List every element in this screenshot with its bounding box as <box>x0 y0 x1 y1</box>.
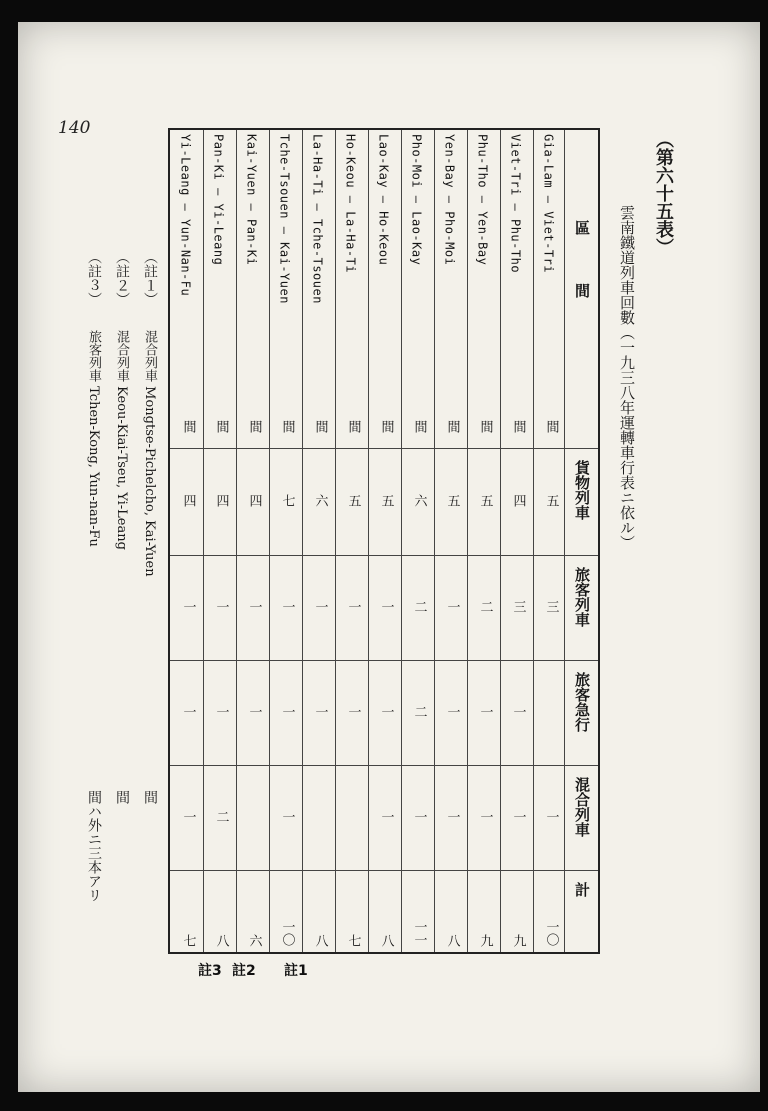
row-section-suffix: 間 <box>378 420 394 433</box>
row-mixed-value: 一 <box>477 809 493 823</box>
row-section-suffix: 間 <box>246 420 262 433</box>
row-total-value: 九 <box>477 934 493 947</box>
row-express-value: 一 <box>477 704 493 718</box>
row-section: Pan-Ki — Yi-Leang <box>211 134 226 266</box>
header-section: 區 間 <box>573 220 591 304</box>
row-divider <box>302 130 303 952</box>
row-section: Kai-Yuen — Pan-Ki <box>244 134 259 266</box>
note-1-tail: 間 <box>142 790 158 804</box>
row-section-suffix: 間 <box>543 420 559 433</box>
row-freight-value: 四 <box>246 493 262 507</box>
row-express-value: 一 <box>510 704 526 718</box>
row-mixed-value: 一 <box>180 809 196 823</box>
row-passenger-value: 一 <box>345 599 361 613</box>
note-3-tail: 間ハ外ニ三本アリ <box>86 790 102 902</box>
row-divider <box>269 130 270 952</box>
row-section-suffix: 間 <box>345 420 361 433</box>
row-freight-value: 六 <box>411 493 427 507</box>
note-3-label: （註３） <box>86 250 102 306</box>
row-divider <box>401 130 402 952</box>
row-section-suffix: 間 <box>477 420 493 433</box>
row-freight-value: 四 <box>213 493 229 507</box>
row-express-value: 一 <box>444 704 460 718</box>
row-total-value: 七 <box>345 934 361 947</box>
row-divider <box>335 130 336 952</box>
row-divider <box>467 130 468 952</box>
row-divider <box>533 130 534 952</box>
page-number: 140 <box>58 118 91 138</box>
row-express-value: 二 <box>411 704 427 718</box>
row-passenger-value: 一 <box>279 599 295 613</box>
row-freight-value: 五 <box>378 493 394 507</box>
row-freight-value: 五 <box>543 493 559 507</box>
header-freight: 貨物列車 <box>573 460 591 520</box>
row-section-suffix: 間 <box>510 420 526 433</box>
row-mixed-value: 一 <box>510 809 526 823</box>
row-mixed-value: 一 <box>378 809 394 823</box>
row-section-suffix: 間 <box>279 420 295 433</box>
row-section: Gia-Lam — Viet-Tri <box>541 134 556 274</box>
row-section-suffix: 間 <box>411 420 427 433</box>
row-passenger-value: 一 <box>378 599 394 613</box>
row-divider <box>368 130 369 952</box>
row-mixed-value: 一 <box>444 809 460 823</box>
row-mixed-value: 一 <box>411 809 427 823</box>
row-total-value: 八 <box>378 934 394 947</box>
row-total-value: 八 <box>213 934 229 947</box>
row-passenger-value: 三 <box>510 599 526 613</box>
row-passenger-value: 三 <box>543 599 559 613</box>
row-express-value: 一 <box>180 704 196 718</box>
note-2-text: 混合列車 Keou-Kiai-Tseu, Yi-Leang <box>114 330 129 550</box>
row-section: Yen-Bay — Pho-Moi <box>442 134 457 266</box>
row-freight-value: 五 <box>345 493 361 507</box>
row-mixed-value: 二 <box>213 809 229 823</box>
table-title: （第六十五表） <box>653 130 674 256</box>
row-freight-value: 四 <box>510 493 526 507</box>
row-section: Pho-Moi — Lao-Kay <box>409 134 424 266</box>
row-total-value: 一〇 <box>543 920 559 946</box>
row-freight-value: 五 <box>444 493 460 507</box>
header-express: 旅客急行 <box>573 672 591 732</box>
row-express-value: 一 <box>213 704 229 718</box>
row-section: Viet-Tri — Phu-Tho <box>508 134 523 274</box>
row-total-value: 一一 <box>411 920 427 946</box>
row-total-value: 九 <box>510 934 526 947</box>
footer-ref-3: 註3 <box>198 963 222 979</box>
row-passenger-value: 二 <box>477 599 493 613</box>
row-section: Tche-Tsouen — Kai-Yuen <box>277 134 292 304</box>
row-section-suffix: 間 <box>213 420 229 433</box>
row-freight-value: 五 <box>477 493 493 507</box>
row-express-value: 一 <box>246 704 262 718</box>
header-mixed: 混合列車 <box>573 777 591 837</box>
row-passenger-value: 二 <box>411 599 427 613</box>
row-express-value: 一 <box>345 704 361 718</box>
row-section: Ho-Keou — La-Ha-Ti <box>343 134 358 274</box>
row-freight-value: 六 <box>312 493 328 507</box>
row-total-value: 六 <box>246 934 262 947</box>
note-2-tail: 間 <box>114 790 130 804</box>
row-total-value: 一〇 <box>279 920 295 946</box>
row-section: Phu-Tho — Yen-Bay <box>475 134 490 266</box>
footer-ref-1: 註1 <box>284 963 308 979</box>
row-passenger-value: 一 <box>444 599 460 613</box>
header-total: 計 <box>573 882 591 897</box>
row-mixed-value: 一 <box>543 809 559 823</box>
row-express-value: 一 <box>378 704 394 718</box>
row-total-value: 八 <box>312 934 328 947</box>
row-express-value: 一 <box>312 704 328 718</box>
row-section-suffix: 間 <box>312 420 328 433</box>
header-passenger: 旅客列車 <box>573 567 591 627</box>
row-passenger-value: 一 <box>312 599 328 613</box>
footer-ref-2: 註2 <box>232 963 256 979</box>
data-table <box>168 128 600 954</box>
row-mixed-value: 一 <box>279 809 295 823</box>
header-column-divider <box>564 130 565 952</box>
row-section: Lao-Kay — Ho-Keou <box>376 134 391 266</box>
row-section: Yi-Leang — Yun-Nan-Fu <box>178 134 193 297</box>
row-divider <box>500 130 501 952</box>
row-divider <box>236 130 237 952</box>
note-3-text: 旅客列車 Tchen-Kong, Yun-nan-Fu <box>86 330 101 547</box>
row-passenger-value: 一 <box>213 599 229 613</box>
row-freight-value: 四 <box>180 493 196 507</box>
row-passenger-value: 一 <box>246 599 262 613</box>
note-2-label: （註２） <box>114 250 130 306</box>
row-express-value: 一 <box>279 704 295 718</box>
note-1-text: 混合列車 Mongtse-Pichelcho, Kai-Yuen <box>142 330 157 577</box>
row-section-suffix: 間 <box>444 420 460 433</box>
row-divider <box>203 130 204 952</box>
row-passenger-value: 一 <box>180 599 196 613</box>
note-1-label: （註１） <box>142 250 158 306</box>
row-divider <box>434 130 435 952</box>
row-section-suffix: 間 <box>180 420 196 433</box>
row-section: La-Ha-Ti — Tche-Tsouen <box>310 134 325 304</box>
row-total-value: 七 <box>180 934 196 947</box>
row-freight-value: 七 <box>279 493 295 507</box>
table-subtitle: 雲南鐵道列車回數（一九三八年運轉車行表ニ依ル） <box>618 205 636 550</box>
row-total-value: 八 <box>444 934 460 947</box>
